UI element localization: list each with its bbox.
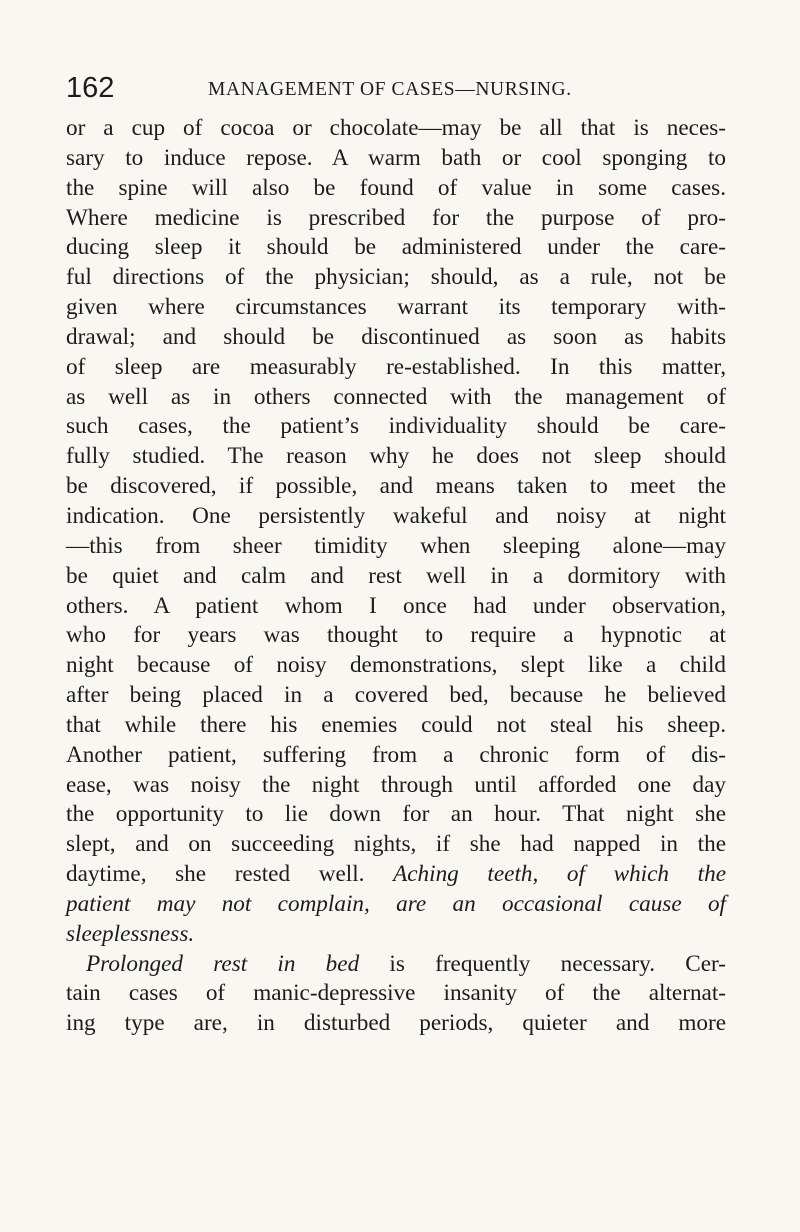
- text-line: night because of noisy demonstrations, slept like a child: [66, 652, 726, 679]
- italic-text: patient may not complain, are an occasional cause of: [66, 890, 726, 917]
- text-line: fully studied. The reason why he does not sleep should: [66, 443, 726, 470]
- text-line: others. A patient whom I once had under observation,: [66, 592, 726, 619]
- text-line: the opportunity to lie down for an hour. That night she: [66, 801, 726, 828]
- running-head: [66, 71, 726, 111]
- italic-text: Aching teeth, of which the: [393, 861, 726, 888]
- text-line: ing type are, in disturbed periods, quieter and more: [66, 1010, 726, 1037]
- text-line: who for years was thought to require a hypnotic at: [66, 622, 726, 649]
- text-line: the spine will also be found of value in some cases.: [66, 174, 726, 201]
- text-line: [66, 920, 726, 950]
- text-line: —this from sheer timidity when sleeping alone—may: [66, 532, 726, 559]
- text-line: drawal; and should be discontinued as soon as habits: [66, 323, 726, 350]
- italic-text: sleeplessness.: [66, 920, 195, 947]
- text-line: of sleep are measurably re-established. In this matter,: [66, 353, 726, 380]
- text-line: daytime, she rested well. Aching teeth, of which the: [66, 861, 726, 888]
- text-line: [66, 890, 726, 920]
- text-line: that while there his enemies could not steal his sheep.: [66, 711, 726, 738]
- text-line: given where circumstances warrant its temporary with-: [66, 294, 726, 321]
- text-line: or a cup of cocoa or chocolate—may be all that is neces-: [66, 115, 726, 141]
- running-head-title: MANAGEMENT OF CASES—NURSING.: [208, 79, 572, 100]
- text-line: indication. One persistently wakeful and noisy at night: [66, 502, 726, 529]
- text-line: slept, and on succeeding nights, if she had napped in the: [66, 831, 726, 858]
- body-text: [66, 114, 726, 1039]
- text-line: after being placed in a covered bed, because he believed: [66, 682, 726, 709]
- text-line: be discovered, if possible, and means taken to meet the: [66, 473, 726, 500]
- text-line: be quiet and calm and rest well in a dormitory with: [66, 562, 726, 589]
- page-number: 162: [66, 72, 115, 104]
- text-line: Prolonged rest in bed is frequently necessary. Cer-: [86, 950, 727, 977]
- text-line: Another patient, suffering from a chronic form of dis-: [66, 741, 726, 768]
- italic-text: Prolonged rest in bed: [86, 950, 360, 977]
- text-line: tain cases of manic-depressive insanity of the alternat-: [66, 980, 726, 1007]
- text-line: sary to induce repose. A warm bath or cool sponging to: [66, 144, 726, 171]
- text-line: ducing sleep it should be administered under the care-: [66, 234, 726, 261]
- text-line: such cases, the patient’s individuality should be care-: [66, 413, 726, 440]
- text-line: ful directions of the physician; should, as a rule, not be: [66, 264, 726, 291]
- text-line: Where medicine is prescribed for the purpose of pro-: [66, 204, 726, 231]
- text-line: ease, was noisy the night through until afforded one day: [66, 771, 726, 798]
- text-line: as well as in others connected with the management of: [66, 383, 726, 410]
